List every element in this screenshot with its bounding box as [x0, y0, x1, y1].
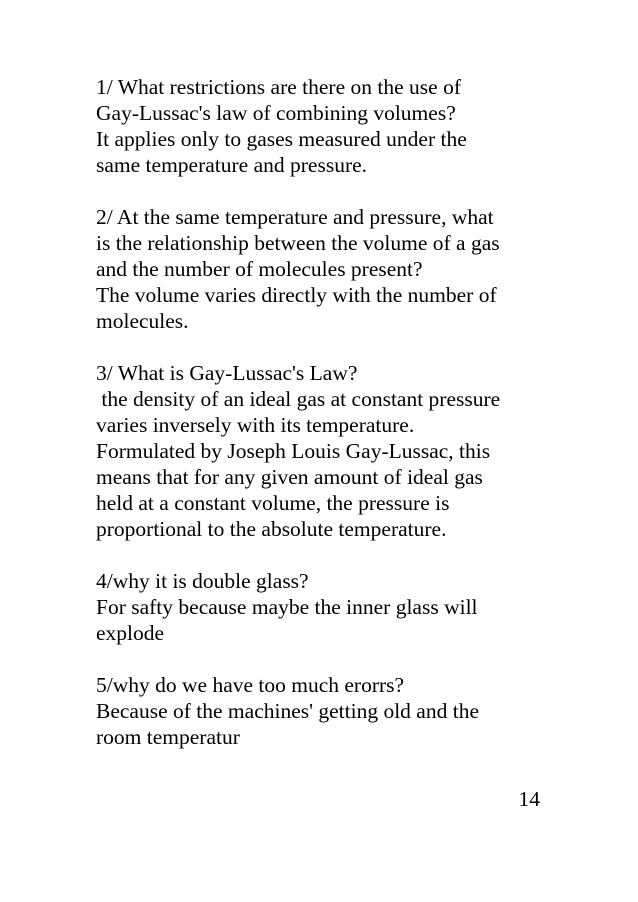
- question-block-2: [96, 204, 556, 334]
- answer-5-line-2: room temperatur: [96, 725, 240, 749]
- page-number: 14: [518, 787, 540, 811]
- question-block-3: [96, 360, 556, 542]
- answer-3-line-3: Formulated by Joseph Louis Gay-Lussac, this: [96, 439, 491, 463]
- question-2-line-1: 2/ At the same temperature and pressure, what: [96, 205, 494, 229]
- answer-3-line-5: held at a constant volume, the pressure is: [96, 491, 450, 515]
- answer-4-line-1: For safty because maybe the inner glass will: [96, 595, 478, 619]
- paragraph-gap: [96, 542, 556, 568]
- question-block-1: [96, 74, 556, 178]
- question-1-line-2: Gay-Lussac's law of combining volumes?: [96, 101, 456, 125]
- answer-2-line-1: The volume varies directly with the number of: [96, 283, 497, 307]
- answer-4-line-2: explode: [96, 621, 165, 645]
- question-2-line-2: is the relationship between the volume of a gas: [96, 231, 500, 255]
- question-3-line-1: 3/ What is Gay-Lussac's Law?: [96, 361, 358, 385]
- question-1-line-1: 1/ What restrictions are there on the use of: [96, 75, 461, 99]
- question-2-line-3: and the number of molecules present?: [96, 257, 423, 281]
- answer-3-line-1: the density of an ideal gas at constant pressure: [96, 387, 501, 411]
- question-4-line-1: 4/why it is double glass?: [96, 569, 309, 593]
- answer-2-line-2: molecules.: [96, 309, 189, 333]
- paragraph-gap: [96, 646, 556, 672]
- paragraph-gap: [96, 334, 556, 360]
- answer-1-line-1: It applies only to gases measured under the: [96, 127, 467, 151]
- answer-1-line-2: same temperature and pressure.: [96, 153, 368, 177]
- question-5-line-1: 5/why do we have too much erorrs?: [96, 673, 405, 697]
- answer-3-line-2: varies inversely with its temperature.: [96, 413, 415, 437]
- answer-3-line-6: proportional to the absolute temperature.: [96, 517, 447, 541]
- answer-3-line-4: means that for any given amount of ideal gas: [96, 465, 483, 489]
- question-block-5: [96, 672, 556, 750]
- answer-5-line-1: Because of the machines' getting old and the: [96, 699, 479, 723]
- paragraph-gap: [96, 178, 556, 204]
- qa-content: [96, 74, 556, 750]
- question-block-4: [96, 568, 556, 646]
